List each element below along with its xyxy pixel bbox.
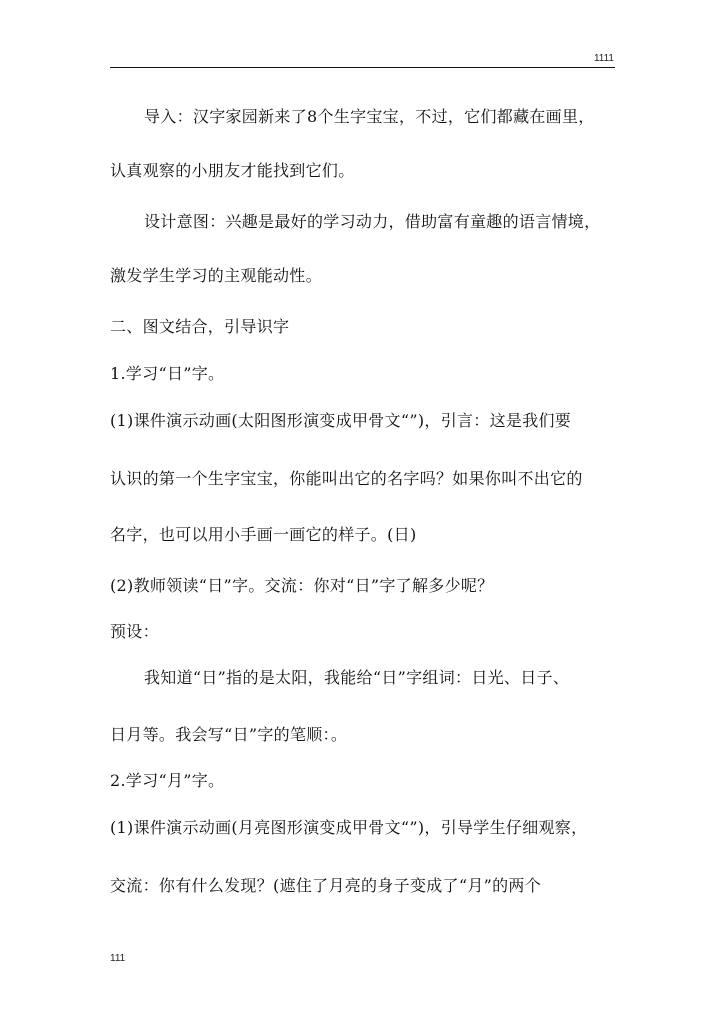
text-line: 设计意图：兴趣是最好的学习动力，借助富有童趣的语言情境， (144, 212, 601, 231)
text-line: 激发学生学习的主观能动性。 (110, 266, 322, 285)
text-line: 认真观察的小朋友才能找到它们。 (110, 161, 355, 180)
text-line: 名字，也可以用小手画一画它的样子。(日) (110, 525, 417, 544)
text-line: 2.学习“月”字。 (110, 771, 225, 790)
text-line: 我知道“日”指的是太阳，我能给“日”字组词：日光、日子、 (144, 668, 570, 687)
text-line: (1)课件演示动画(月亮图形演变成甲骨文“”)，引导学生仔细观察， (110, 818, 588, 837)
text-line: 日月等。我会写“日”字的笔顺：。 (110, 725, 348, 744)
text-line: 1.学习“日”字。 (110, 364, 225, 383)
text-line: 认识的第一个生字宝宝，你能叫出它的名字吗？如果你叫不出它的 (110, 469, 583, 488)
text-line: (1)课件演示动画(太阳图形演变成甲骨文“”)，引言：这是我们要 (110, 411, 572, 430)
text-line: 预设： (110, 622, 159, 641)
section-heading: 二、图文结合，引导识字 (110, 317, 290, 336)
footer-page-number: 111 (110, 953, 126, 964)
header-page-number: 1111 (593, 53, 614, 64)
text-line: (2)教师领读“日”字。交流：你对“日”字了解多少呢？ (110, 576, 494, 595)
header-rule (110, 67, 615, 68)
text-line: 导入：汉字家园新来了8个生字宝宝，不过，它们都藏在画里， (144, 107, 595, 126)
text-line: 交流：你有什么发现？(遮住了月亮的身子变成了“月”的两个 (110, 876, 542, 895)
